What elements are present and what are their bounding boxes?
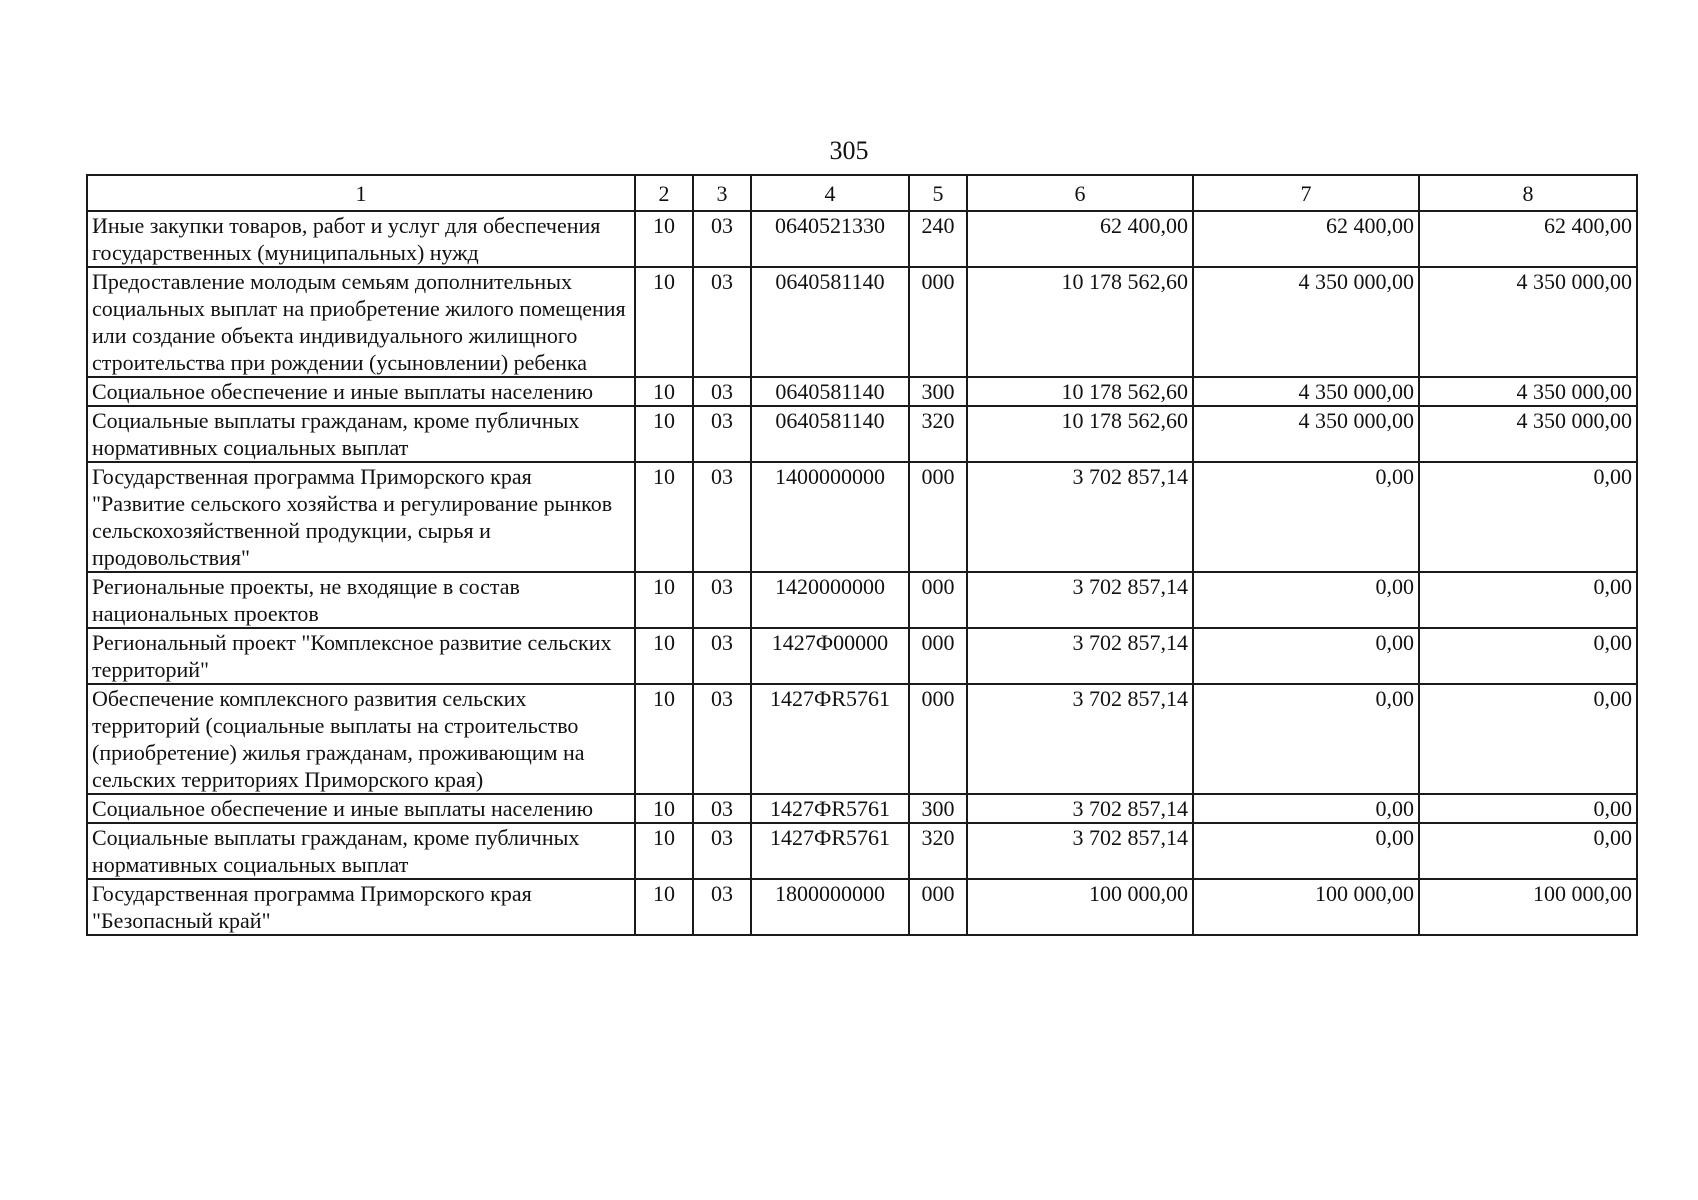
row-subsection: 03 — [693, 823, 751, 879]
row-amount-7: 0,00 — [1193, 628, 1419, 684]
table-row — [87, 823, 1637, 879]
row-section: 10 — [635, 267, 693, 377]
row-target-code: 1427ФR5761 — [751, 794, 909, 823]
row-section: 10 — [635, 794, 693, 823]
row-amount-6: 10 178 562,60 — [967, 377, 1193, 406]
row-amount-8: 4 350 000,00 — [1419, 406, 1637, 462]
row-target-code: 1400000000 — [751, 462, 909, 572]
column-header: 5 — [909, 175, 967, 211]
row-target-code: 0640581140 — [751, 377, 909, 406]
row-name: Региональный проект "Комплексное развитие сельских территорий" — [87, 628, 635, 684]
row-amount-6: 100 000,00 — [967, 879, 1193, 935]
column-number-row — [87, 175, 1637, 211]
row-amount-7: 62 400,00 — [1193, 211, 1419, 267]
row-target-code: 0640581140 — [751, 406, 909, 462]
row-amount-8: 0,00 — [1419, 823, 1637, 879]
row-amount-6: 3 702 857,14 — [967, 823, 1193, 879]
row-expense-type: 320 — [909, 823, 967, 879]
row-section: 10 — [635, 406, 693, 462]
row-section: 10 — [635, 211, 693, 267]
row-name: Государственная программа Приморского края "Безопасный край" — [87, 879, 635, 935]
row-section: 10 — [635, 823, 693, 879]
row-target-code: 0640581140 — [751, 267, 909, 377]
row-expense-type: 300 — [909, 377, 967, 406]
row-amount-7: 100 000,00 — [1193, 879, 1419, 935]
row-amount-8: 0,00 — [1419, 628, 1637, 684]
row-amount-8: 4 350 000,00 — [1419, 267, 1637, 377]
row-amount-8: 4 350 000,00 — [1419, 377, 1637, 406]
row-amount-7: 0,00 — [1193, 794, 1419, 823]
row-name: Социальное обеспечение и иные выплаты населению — [87, 377, 635, 406]
row-amount-8: 0,00 — [1419, 572, 1637, 628]
row-expense-type: 000 — [909, 628, 967, 684]
row-target-code: 1800000000 — [751, 879, 909, 935]
row-amount-7: 0,00 — [1193, 572, 1419, 628]
column-header: 8 — [1419, 175, 1637, 211]
row-amount-7: 0,00 — [1193, 823, 1419, 879]
row-subsection: 03 — [693, 211, 751, 267]
row-expense-type: 000 — [909, 879, 967, 935]
row-amount-8: 0,00 — [1419, 794, 1637, 823]
row-target-code: 1427ФR5761 — [751, 684, 909, 794]
row-expense-type: 300 — [909, 794, 967, 823]
row-subsection: 03 — [693, 794, 751, 823]
row-expense-type: 000 — [909, 684, 967, 794]
row-amount-6: 3 702 857,14 — [967, 684, 1193, 794]
table-row — [87, 377, 1637, 406]
row-expense-type: 000 — [909, 267, 967, 377]
row-name: Государственная программа Приморского края "Развитие сельского хозяйства и регулирование рынков сельскохозяйственной продукции, сырья и продовольствия" — [87, 462, 635, 572]
row-amount-8: 0,00 — [1419, 462, 1637, 572]
row-section: 10 — [635, 572, 693, 628]
column-header: 1 — [87, 175, 635, 211]
row-expense-type: 240 — [909, 211, 967, 267]
row-amount-7: 4 350 000,00 — [1193, 377, 1419, 406]
row-section: 10 — [635, 879, 693, 935]
column-header: 3 — [693, 175, 751, 211]
row-subsection: 03 — [693, 684, 751, 794]
column-header: 6 — [967, 175, 1193, 211]
row-name: Социальное обеспечение и иные выплаты населению — [87, 794, 635, 823]
row-subsection: 03 — [693, 267, 751, 377]
column-header: 2 — [635, 175, 693, 211]
row-target-code: 1427ФR5761 — [751, 823, 909, 879]
column-header: 7 — [1193, 175, 1419, 211]
row-amount-6: 3 702 857,14 — [967, 628, 1193, 684]
table-row — [87, 462, 1637, 572]
row-expense-type: 000 — [909, 462, 967, 572]
table-row — [87, 628, 1637, 684]
row-subsection: 03 — [693, 879, 751, 935]
row-subsection: 03 — [693, 628, 751, 684]
row-amount-8: 62 400,00 — [1419, 211, 1637, 267]
row-name: Обеспечение комплексного развития сельских территорий (социальные выплаты на строительство (приобретение) жилья гражданам, проживающим на сельских территориях Приморского края) — [87, 684, 635, 794]
row-amount-6: 62 400,00 — [967, 211, 1193, 267]
row-section: 10 — [635, 684, 693, 794]
row-amount-6: 3 702 857,14 — [967, 794, 1193, 823]
row-section: 10 — [635, 377, 693, 406]
table-row — [87, 211, 1637, 267]
row-amount-8: 0,00 — [1419, 684, 1637, 794]
row-amount-7: 0,00 — [1193, 684, 1419, 794]
row-section: 10 — [635, 462, 693, 572]
row-subsection: 03 — [693, 572, 751, 628]
page-number: 305 — [829, 136, 869, 165]
row-name: Иные закупки товаров, работ и услуг для обеспечения государственных (муниципальных) нужд — [87, 211, 635, 267]
row-name: Региональные проекты, не входящие в состав национальных проектов — [87, 572, 635, 628]
row-name: Предоставление молодым семьям дополнительных социальных выплат на приобретение жилого помещения или создание объекта индивидуального жилищного строительства при рождении (усыновлении) ребенка — [87, 267, 635, 377]
table-row — [87, 879, 1637, 935]
row-expense-type: 320 — [909, 406, 967, 462]
row-target-code: 1420000000 — [751, 572, 909, 628]
row-expense-type: 000 — [909, 572, 967, 628]
row-amount-6: 3 702 857,14 — [967, 462, 1193, 572]
row-target-code: 1427Ф00000 — [751, 628, 909, 684]
column-header: 4 — [751, 175, 909, 211]
row-amount-6: 10 178 562,60 — [967, 406, 1193, 462]
row-name: Социальные выплаты гражданам, кроме публичных нормативных социальных выплат — [87, 823, 635, 879]
table-row — [87, 572, 1637, 628]
row-section: 10 — [635, 628, 693, 684]
row-subsection: 03 — [693, 377, 751, 406]
table-row — [87, 794, 1637, 823]
table-row — [87, 684, 1637, 794]
row-subsection: 03 — [693, 406, 751, 462]
row-amount-7: 4 350 000,00 — [1193, 267, 1419, 377]
table-row — [87, 267, 1637, 377]
table-row — [87, 406, 1637, 462]
row-subsection: 03 — [693, 462, 751, 572]
row-amount-7: 4 350 000,00 — [1193, 406, 1419, 462]
budget-table — [86, 174, 1638, 936]
row-name: Социальные выплаты гражданам, кроме публичных нормативных социальных выплат — [87, 406, 635, 462]
row-amount-6: 3 702 857,14 — [967, 572, 1193, 628]
row-amount-8: 100 000,00 — [1419, 879, 1637, 935]
row-amount-7: 0,00 — [1193, 462, 1419, 572]
row-target-code: 0640521330 — [751, 211, 909, 267]
row-amount-6: 10 178 562,60 — [967, 267, 1193, 377]
